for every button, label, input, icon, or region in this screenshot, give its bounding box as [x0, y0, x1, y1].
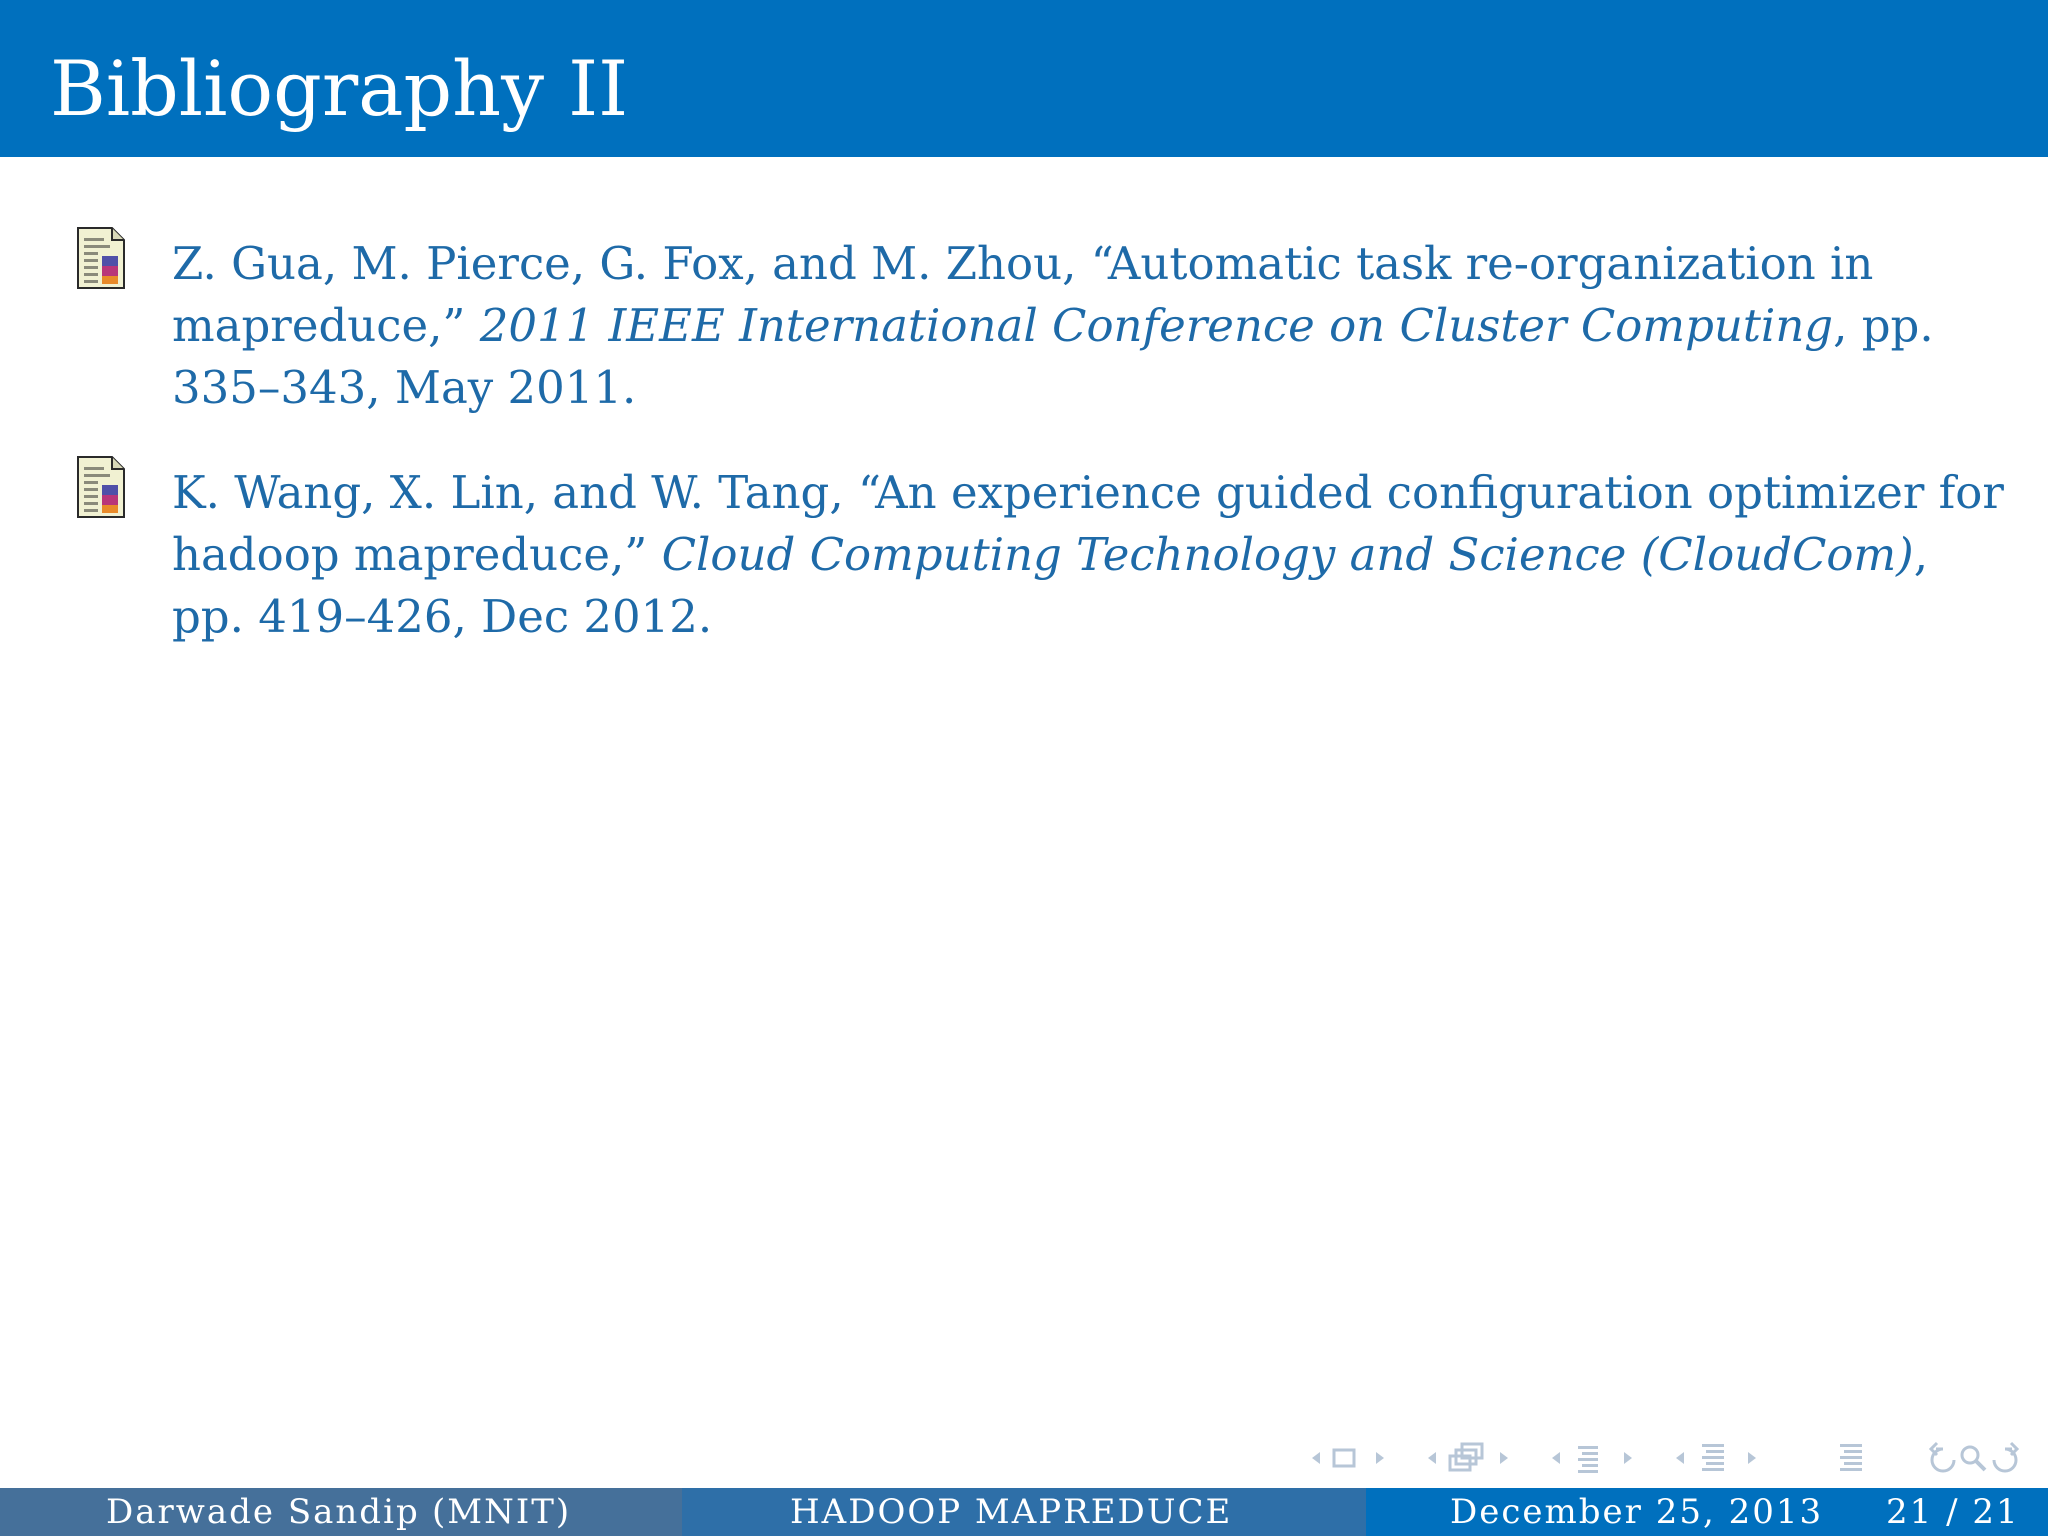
footer-date: December 25, 2013	[1450, 1492, 1824, 1532]
page-number: 21 / 21	[1886, 1492, 2020, 1532]
frame-nav-icon[interactable]	[1300, 1440, 1396, 1476]
bib-pages-date: , pp. 335–343, May 2011.	[172, 299, 1934, 414]
footer	[0, 1488, 2048, 1536]
article-icon	[76, 455, 126, 519]
navigation-bar	[1290, 1440, 2030, 1476]
footer-institution: (MNIT)	[432, 1492, 572, 1532]
bibliography-text	[172, 462, 2012, 648]
footer-author-block	[0, 1488, 682, 1536]
section-nav-icon[interactable]	[1544, 1440, 1644, 1476]
bib-venue: 2011 IEEE International Conference on Cluster Computing	[479, 299, 1834, 352]
bib-authors-title: K. Wang, X. Lin, and W. Tang, “An experience guided configuration optimizer for hadoop mapreduce,”	[172, 466, 2004, 581]
bib-pages-date: , pp. 419–426, Dec 2012.	[172, 528, 1929, 643]
footer-title: HADOOP MAPREDUCE	[790, 1492, 1233, 1532]
footer-date-block	[1366, 1488, 2048, 1536]
forward-icon[interactable]	[1986, 1440, 2026, 1476]
subsection-nav-icon[interactable]	[1420, 1440, 1520, 1476]
article-icon	[76, 226, 126, 290]
bib-authors-title: Z. Gua, M. Pierce, G. Fox, and M. Zhou, “Automatic task re-organization in mapreduce,”	[172, 237, 1874, 352]
outline-icon[interactable]	[1832, 1440, 1872, 1476]
footer-author: Darwade Sandip	[106, 1492, 420, 1532]
bib-venue: Cloud Computing Technology and Science (CloudCom)	[661, 528, 1914, 581]
presentation-nav-icon[interactable]	[1668, 1440, 1768, 1476]
bibliography-entry	[0, 226, 2048, 416]
bibliography-entry	[0, 455, 2048, 645]
slide-title: Bibliography II	[50, 44, 629, 133]
title-bar	[0, 0, 2048, 157]
footer-title-block	[682, 1488, 1366, 1536]
bibliography-text	[172, 233, 2012, 419]
